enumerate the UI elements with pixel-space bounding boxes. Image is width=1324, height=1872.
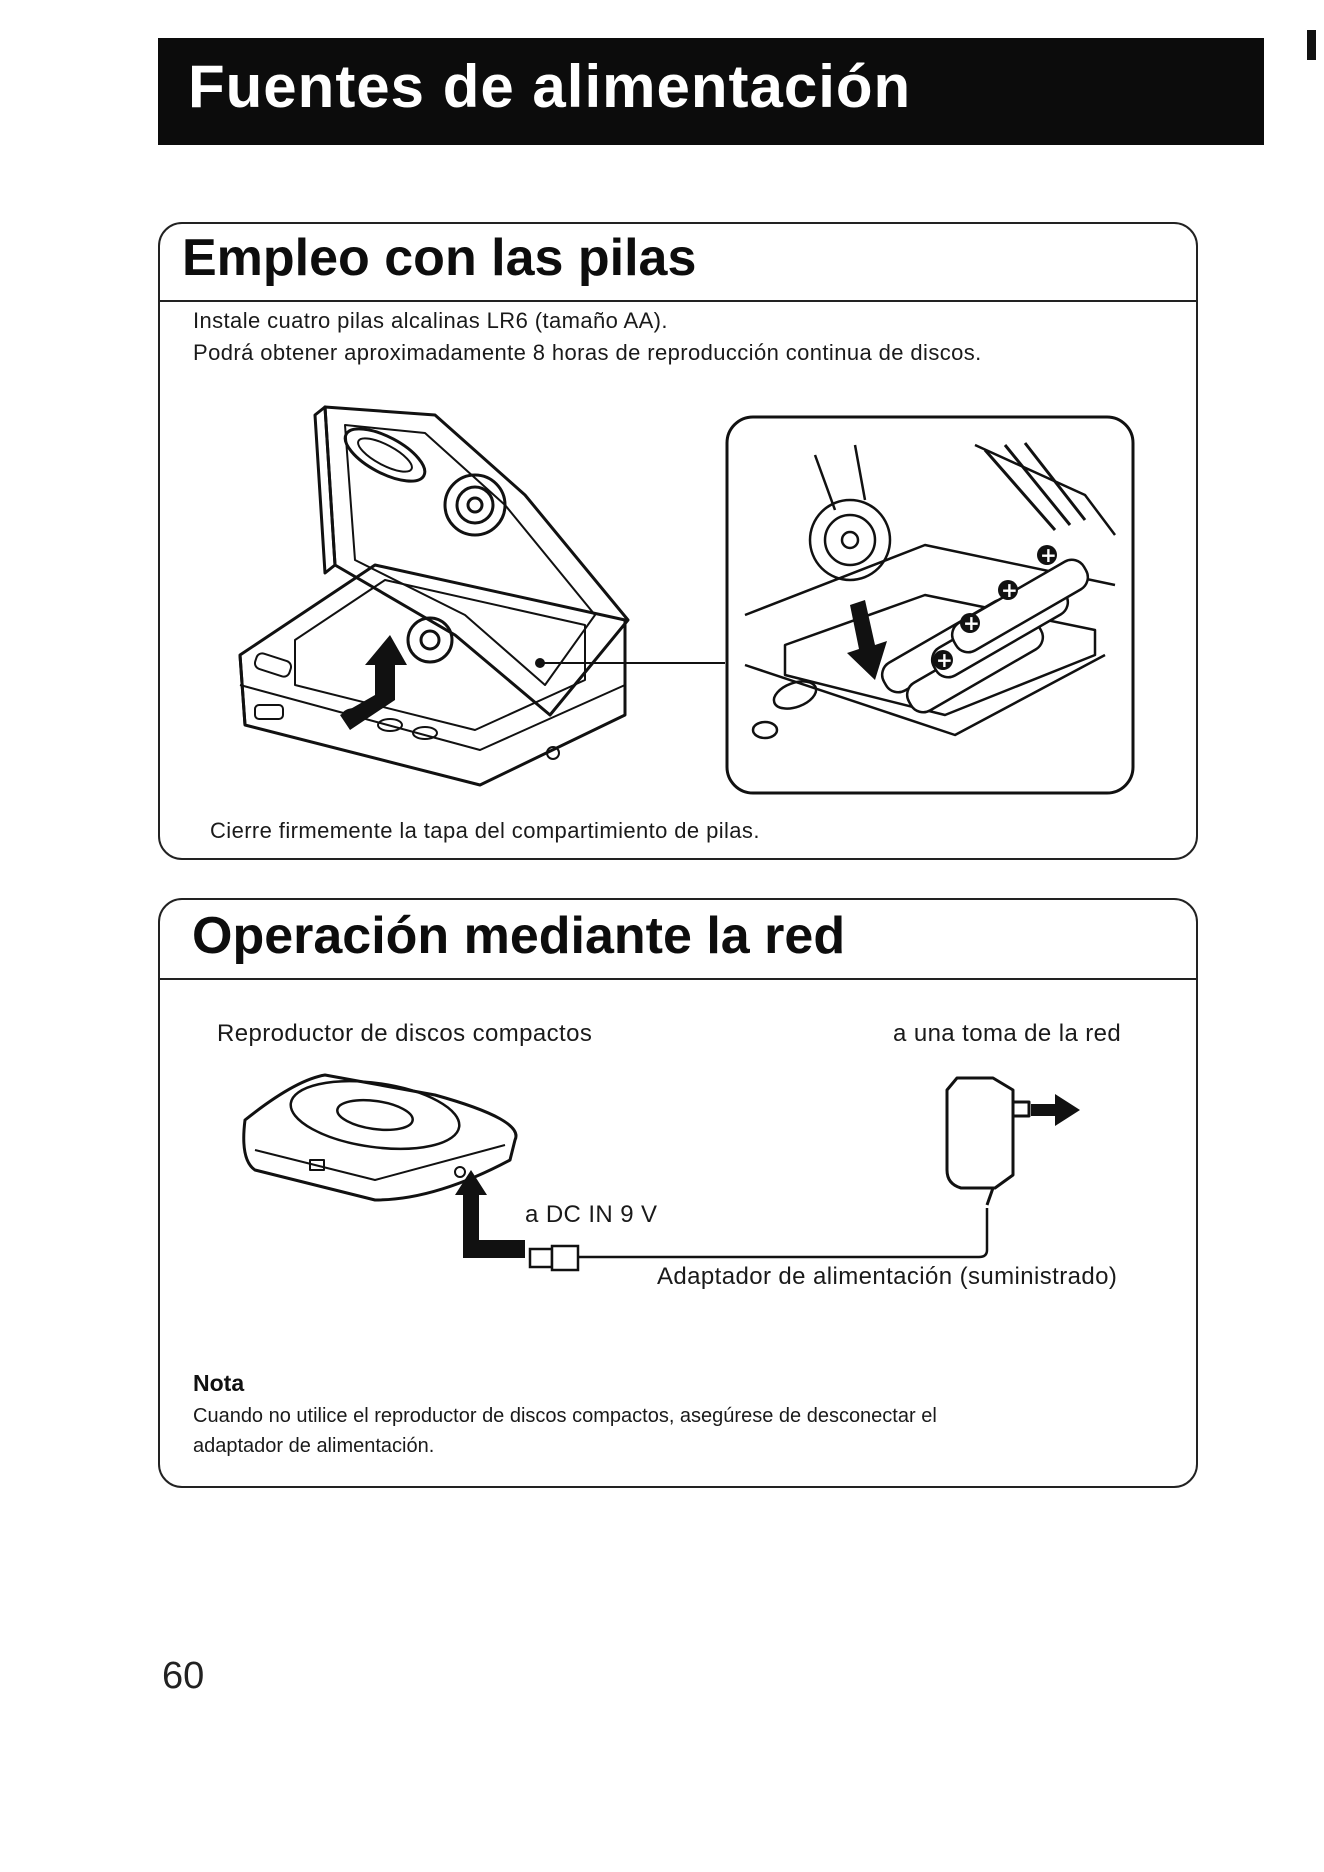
battery-section-heading: Empleo con las pilas [182, 229, 697, 287]
page-title: Fuentes de alimentación [188, 53, 912, 120]
player-label: Reproductor de discos compactos [217, 1020, 593, 1047]
mains-section-heading: Operación mediante la red [192, 907, 846, 965]
dc-in-label: a DC IN 9 V [525, 1201, 658, 1228]
battery-instruction-1: Instale cuatro pilas alcalinas LR6 (tamaño AA). [193, 308, 668, 333]
mains-connection-diagram [235, 1060, 1115, 1270]
adapter-label: Adaptador de alimentación (suministrado) [657, 1263, 1118, 1290]
battery-caption: Cierre firmemente la tapa del compartimiento de pilas. [210, 818, 760, 843]
note-heading: Nota [193, 1370, 245, 1396]
svg-text:+: + [963, 611, 980, 635]
svg-text:+: + [936, 648, 953, 672]
battery-compartment-inset [725, 415, 1135, 795]
margin-tab-mark [1307, 30, 1316, 60]
mains-section-rule [158, 978, 1198, 980]
open-cd-player-illustration [225, 395, 645, 805]
svg-text:+: + [1001, 578, 1018, 602]
svg-text:+: + [1040, 543, 1057, 567]
battery-instruction-2: Podrá obtener aproximadamente 8 horas de reproducción continua de discos. [193, 340, 982, 365]
note-line-1: Cuando no utilice el reproductor de discos compactos, asegúrese de desconectar el [193, 1405, 937, 1427]
page-number: 60 [162, 1655, 205, 1697]
note-line-2: adaptador de alimentación. [193, 1435, 435, 1457]
battery-section-rule [158, 300, 1198, 302]
outlet-label: a una toma de la red [893, 1020, 1122, 1047]
